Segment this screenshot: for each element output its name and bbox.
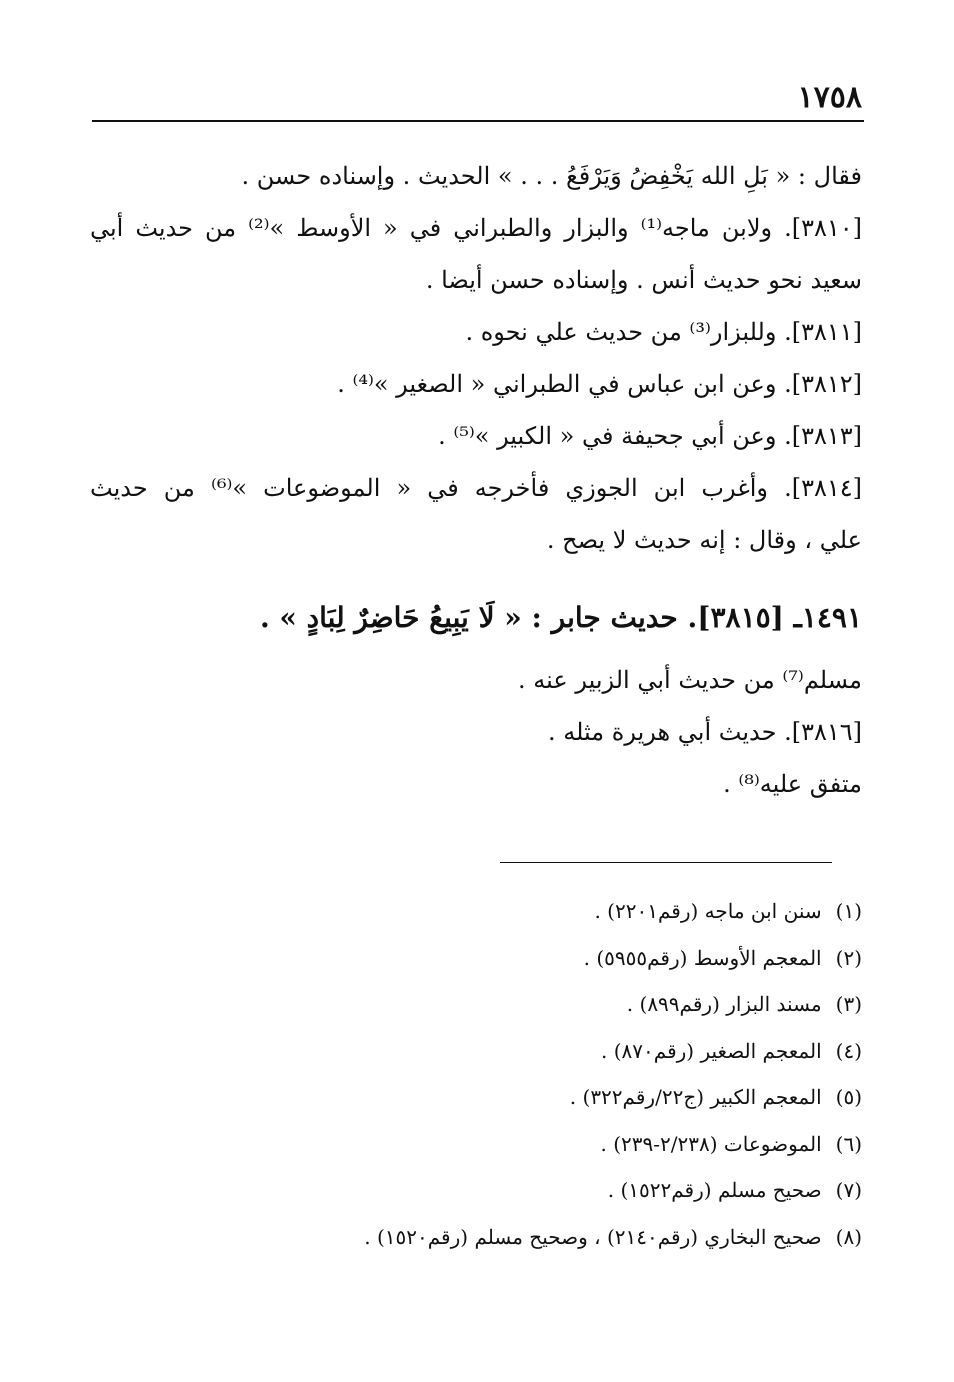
footnote (90, 1074, 862, 1121)
text-line: [٣٨١٦]. حديث أبي هريرة مثله . (547, 718, 862, 746)
footnote-mark: (٣) (835, 992, 862, 1016)
footnote-mark: (٢) (835, 945, 862, 970)
text-line: فقال : « بَلِ الله يَخْفِضُ وَيَرْفَعُ . . . » الحديث . وإسناده حسن . (241, 162, 862, 190)
footnotes (90, 888, 862, 1260)
footnote (90, 981, 862, 1028)
footnote (90, 888, 862, 935)
footnote-text: صحيح مسلم (رقم١٥٢٢) . (607, 1178, 822, 1202)
hadith-heading: ١٤٩١ـ [٣٨١٥]. حديث جابر : « لَا يَبِيعُ حَاضِرٌ لِبَادٍ » . (259, 601, 862, 634)
footnote-mark: (٤) (835, 1038, 862, 1063)
page-number: ١٧٥٨ (797, 80, 862, 115)
footnote-text: صحيح البخاري (رقم٢١٤٠) ، وصحيح مسلم (رقم١٥٢٠) . (364, 1224, 822, 1249)
text-line: متفق عليه⁽⁸⁾ . (723, 770, 862, 798)
footnote (90, 935, 862, 982)
text-line: [٣٨١٣]. وعن أبي جحيفة في « الكبير »⁽⁵⁾ . (438, 422, 862, 450)
footnote-mark: (٧) (835, 1178, 862, 1202)
footnote-separator (500, 862, 832, 863)
footnote-mark: (١) (835, 899, 862, 923)
footnote-mark: (٨) (835, 1224, 862, 1249)
header-rule (92, 120, 864, 122)
footnote-text: الموضوعات (٢/٢٣٨-٢٣٩) . (600, 1131, 822, 1156)
text-line: مسلم⁽⁷⁾ من حديث أبي الزبير عنه . (518, 666, 862, 694)
footnote-text: مسند البزار (رقم٨٩٩) . (626, 992, 822, 1016)
footnote-text: المعجم الكبير (ج٢٢/رقم٣٢٢) . (569, 1085, 822, 1109)
footnote-mark: (٦) (835, 1131, 862, 1156)
footnote (90, 1028, 862, 1075)
text-line: علي ، وقال : إنه حديث لا يصح . (546, 526, 862, 554)
text-line: [٣٨١٠]. ولابن ماجه⁽¹⁾ والبزار والطبراني في « الأوسط »⁽²⁾ من حديث أبي (90, 214, 862, 242)
footnote-text: المعجم الصغير (رقم٨٧٠) . (601, 1038, 822, 1063)
footnote (90, 1214, 862, 1261)
text-line: [٣٨١٤]. وأغرب ابن الجوزي فأخرجه في « الموضوعات »⁽⁶⁾ من حديث (90, 474, 862, 502)
footnote-mark: (٥) (835, 1085, 862, 1109)
footnote-text: سنن ابن ماجه (رقم٢٢٠١) . (594, 899, 822, 923)
text-line: [٣٨١٢]. وعن ابن عباس في الطبراني « الصغير »⁽⁴⁾ . (337, 370, 862, 398)
text-line: [٣٨١١]. وللبزار⁽³⁾ من حديث علي نحوه . (465, 318, 862, 346)
main-text (90, 150, 862, 810)
footnote (90, 1167, 862, 1214)
footnote (90, 1121, 862, 1168)
footnote-text: المعجم الأوسط (رقم٥٩٥٥) . (583, 945, 822, 970)
text-line: سعيد نحو حديث أنس . وإسناده حسن أيضا . (425, 266, 862, 294)
